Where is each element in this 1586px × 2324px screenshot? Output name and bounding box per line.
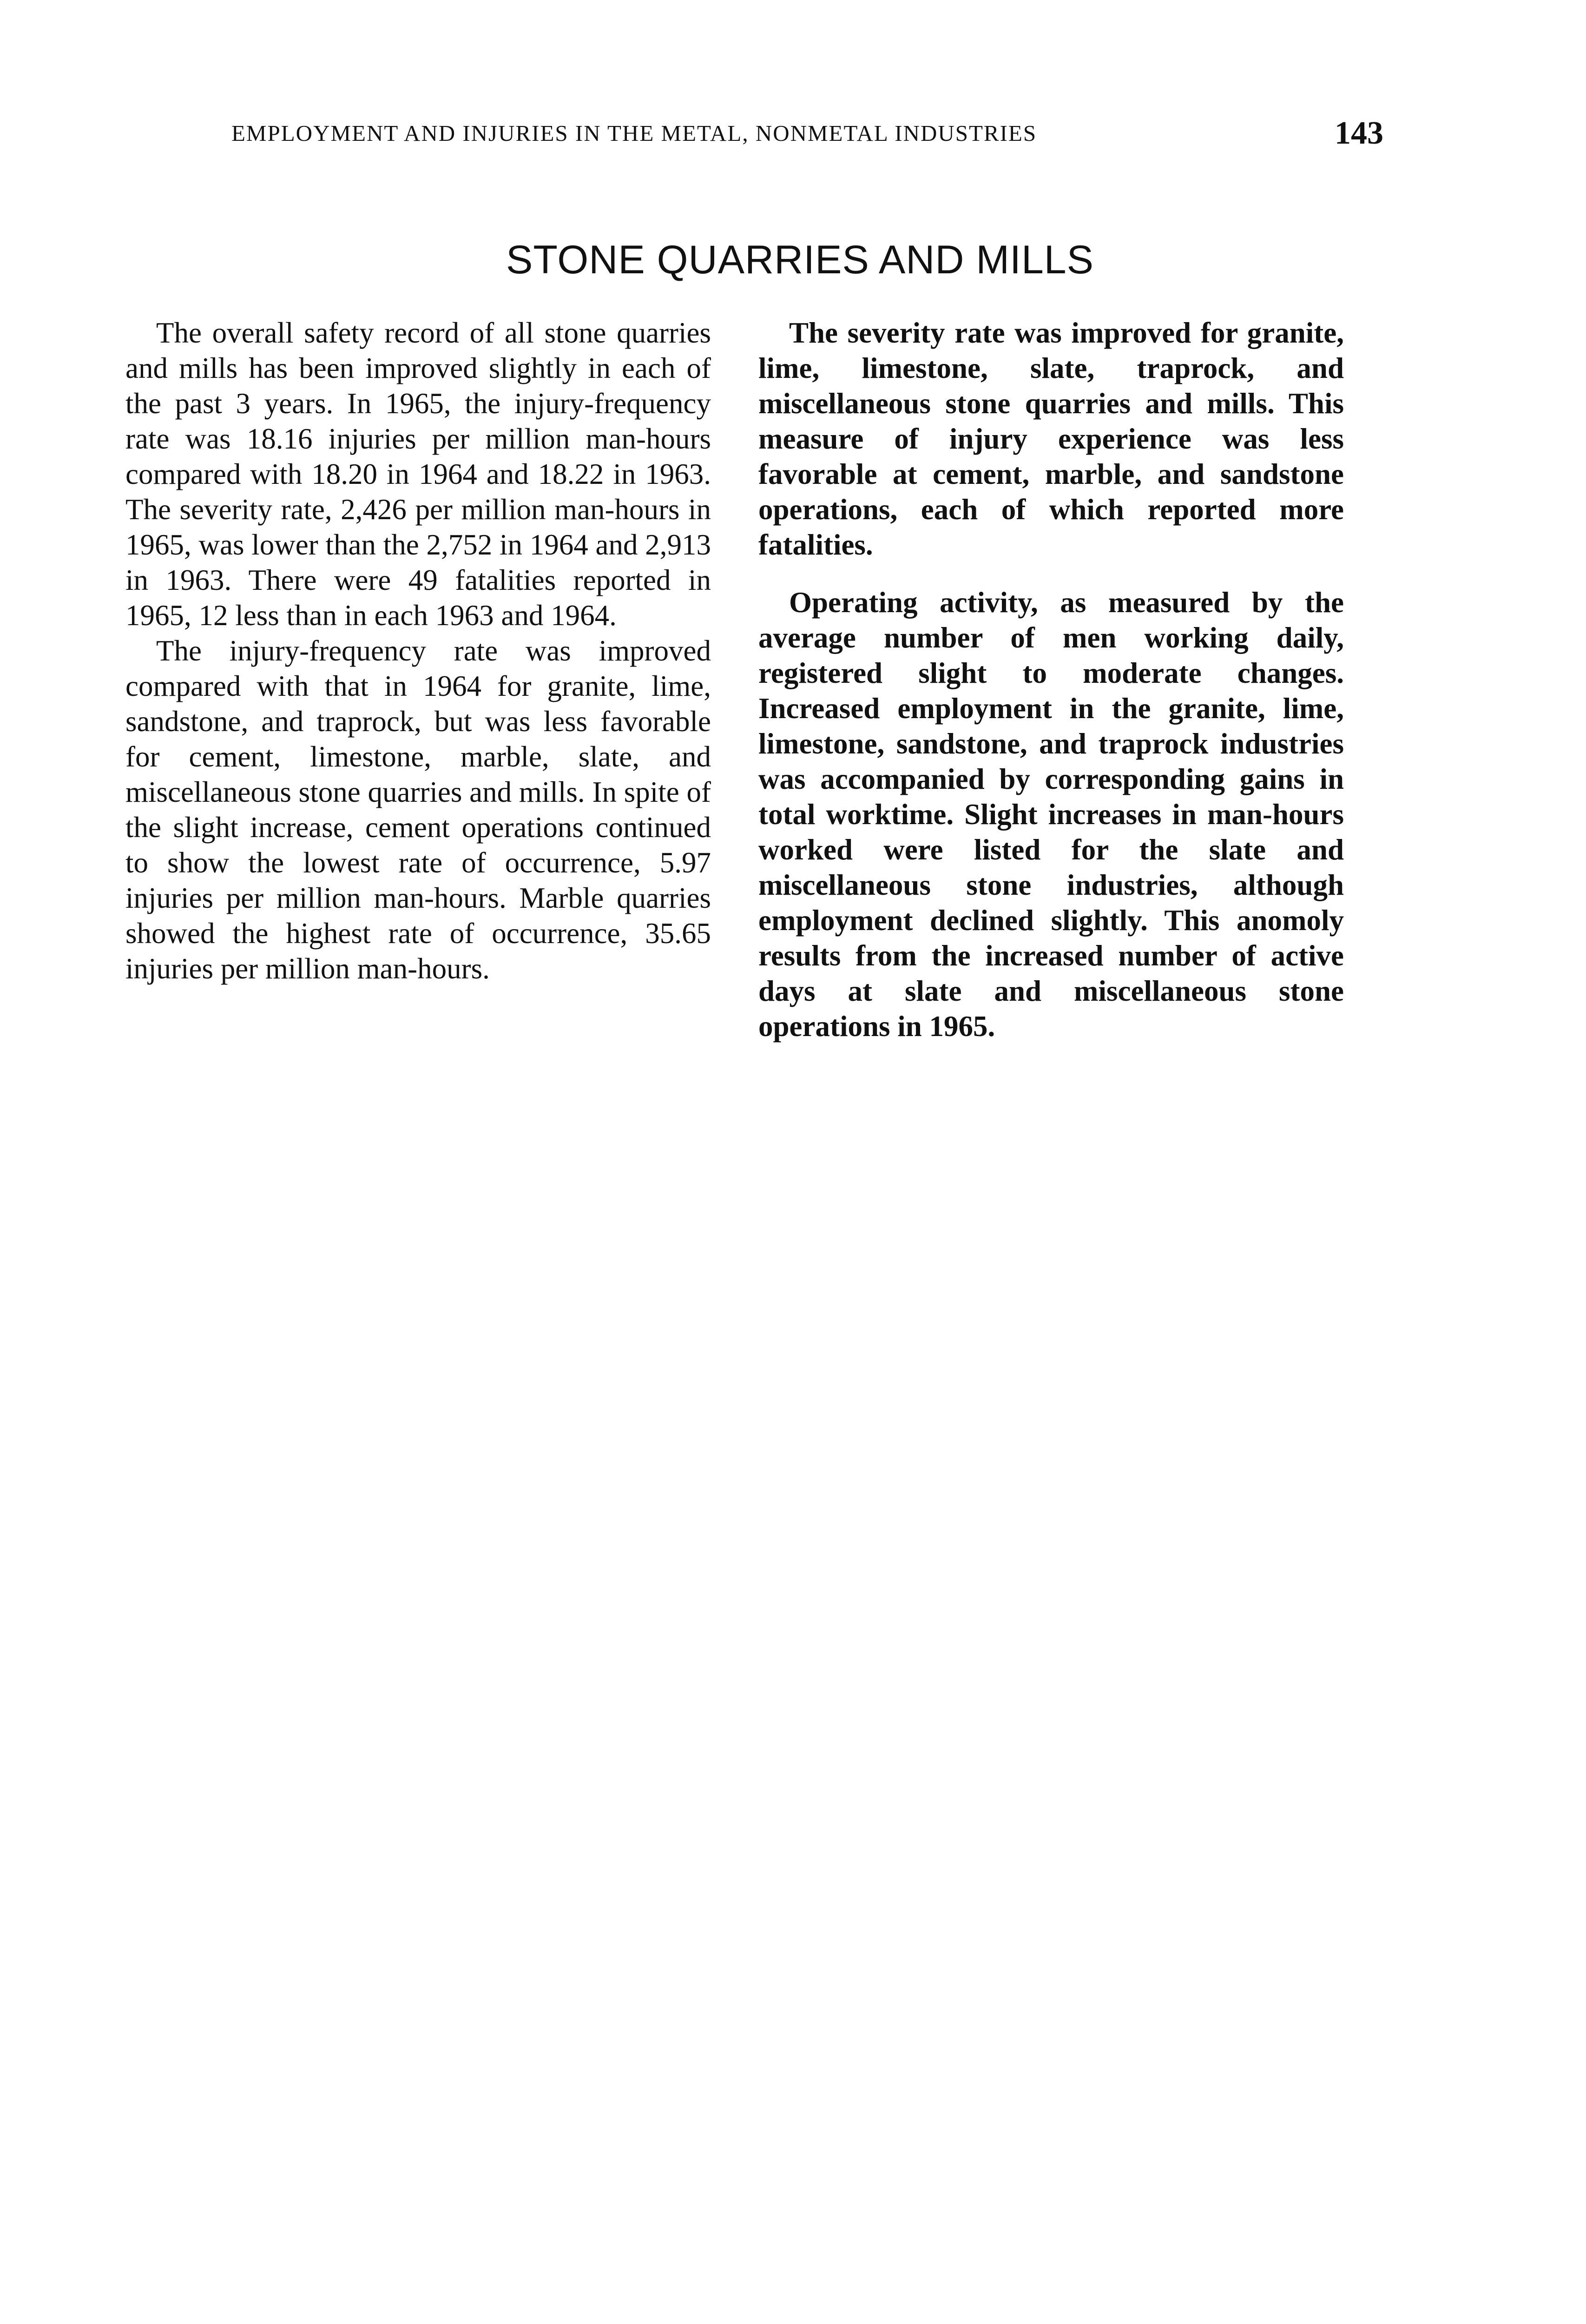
running-head: EMPLOYMENT AND INJURIES IN THE METAL, NONMETAL INDUSTRIES xyxy=(231,120,1037,146)
page-number: 143 xyxy=(1335,115,1383,151)
paragraph: The overall safety record of all stone quarries and mills has been improved slightly in each of the past 3 years. In 1965, the injury-frequency rate was 18.16 injuries per million man-hours compared with 18.20 in 1964 and 18.22 in 1963. The severity rate, 2,426 per million man-hours in 1965, was lower than the 2,752 in 1964 and 2,913 in 1963. There were 49 fatalities reported in 1965, 12 less than in each 1963 and 1964. xyxy=(125,317,711,632)
paragraph: The severity rate was improved for granite, lime, limestone, slate, traprock, and miscellaneous stone quarries and mills. This measure of injury experience was less favorable at cement, marble, and sandstone operations, each of which reported more fatalities. xyxy=(758,317,1344,561)
section-title: STONE QUARRIES AND MILLS xyxy=(506,238,1094,282)
right-column xyxy=(758,315,1344,1044)
paragraph: Operating activity, as measured by the average number of men working daily, registered slight to moderate changes. Increased employment in the granite, lime, limestone, sandstone, and traprock industries was accompanied by corresponding gains in total worktime. Slight increases in man-hours worked were listed for the slate and miscellaneous stone industries, although employment declined slightly. This anomoly results from the increased number of active days at slate and miscellaneous stone operations in 1965. xyxy=(758,586,1344,1043)
left-column xyxy=(125,315,711,986)
paragraph: The injury-frequency rate was improved compared with that in 1964 for granite, lime, sandstone, and traprock, but was less favorable for cement, limestone, marble, slate, and miscellaneous stone quarries and mills. In spite of the slight increase, cement operations continued to show the lowest rate of occurrence, 5.97 injuries per million man-hours. Marble quarries showed the highest rate of occurrence, 35.65 injuries per million man-hours. xyxy=(125,634,711,985)
